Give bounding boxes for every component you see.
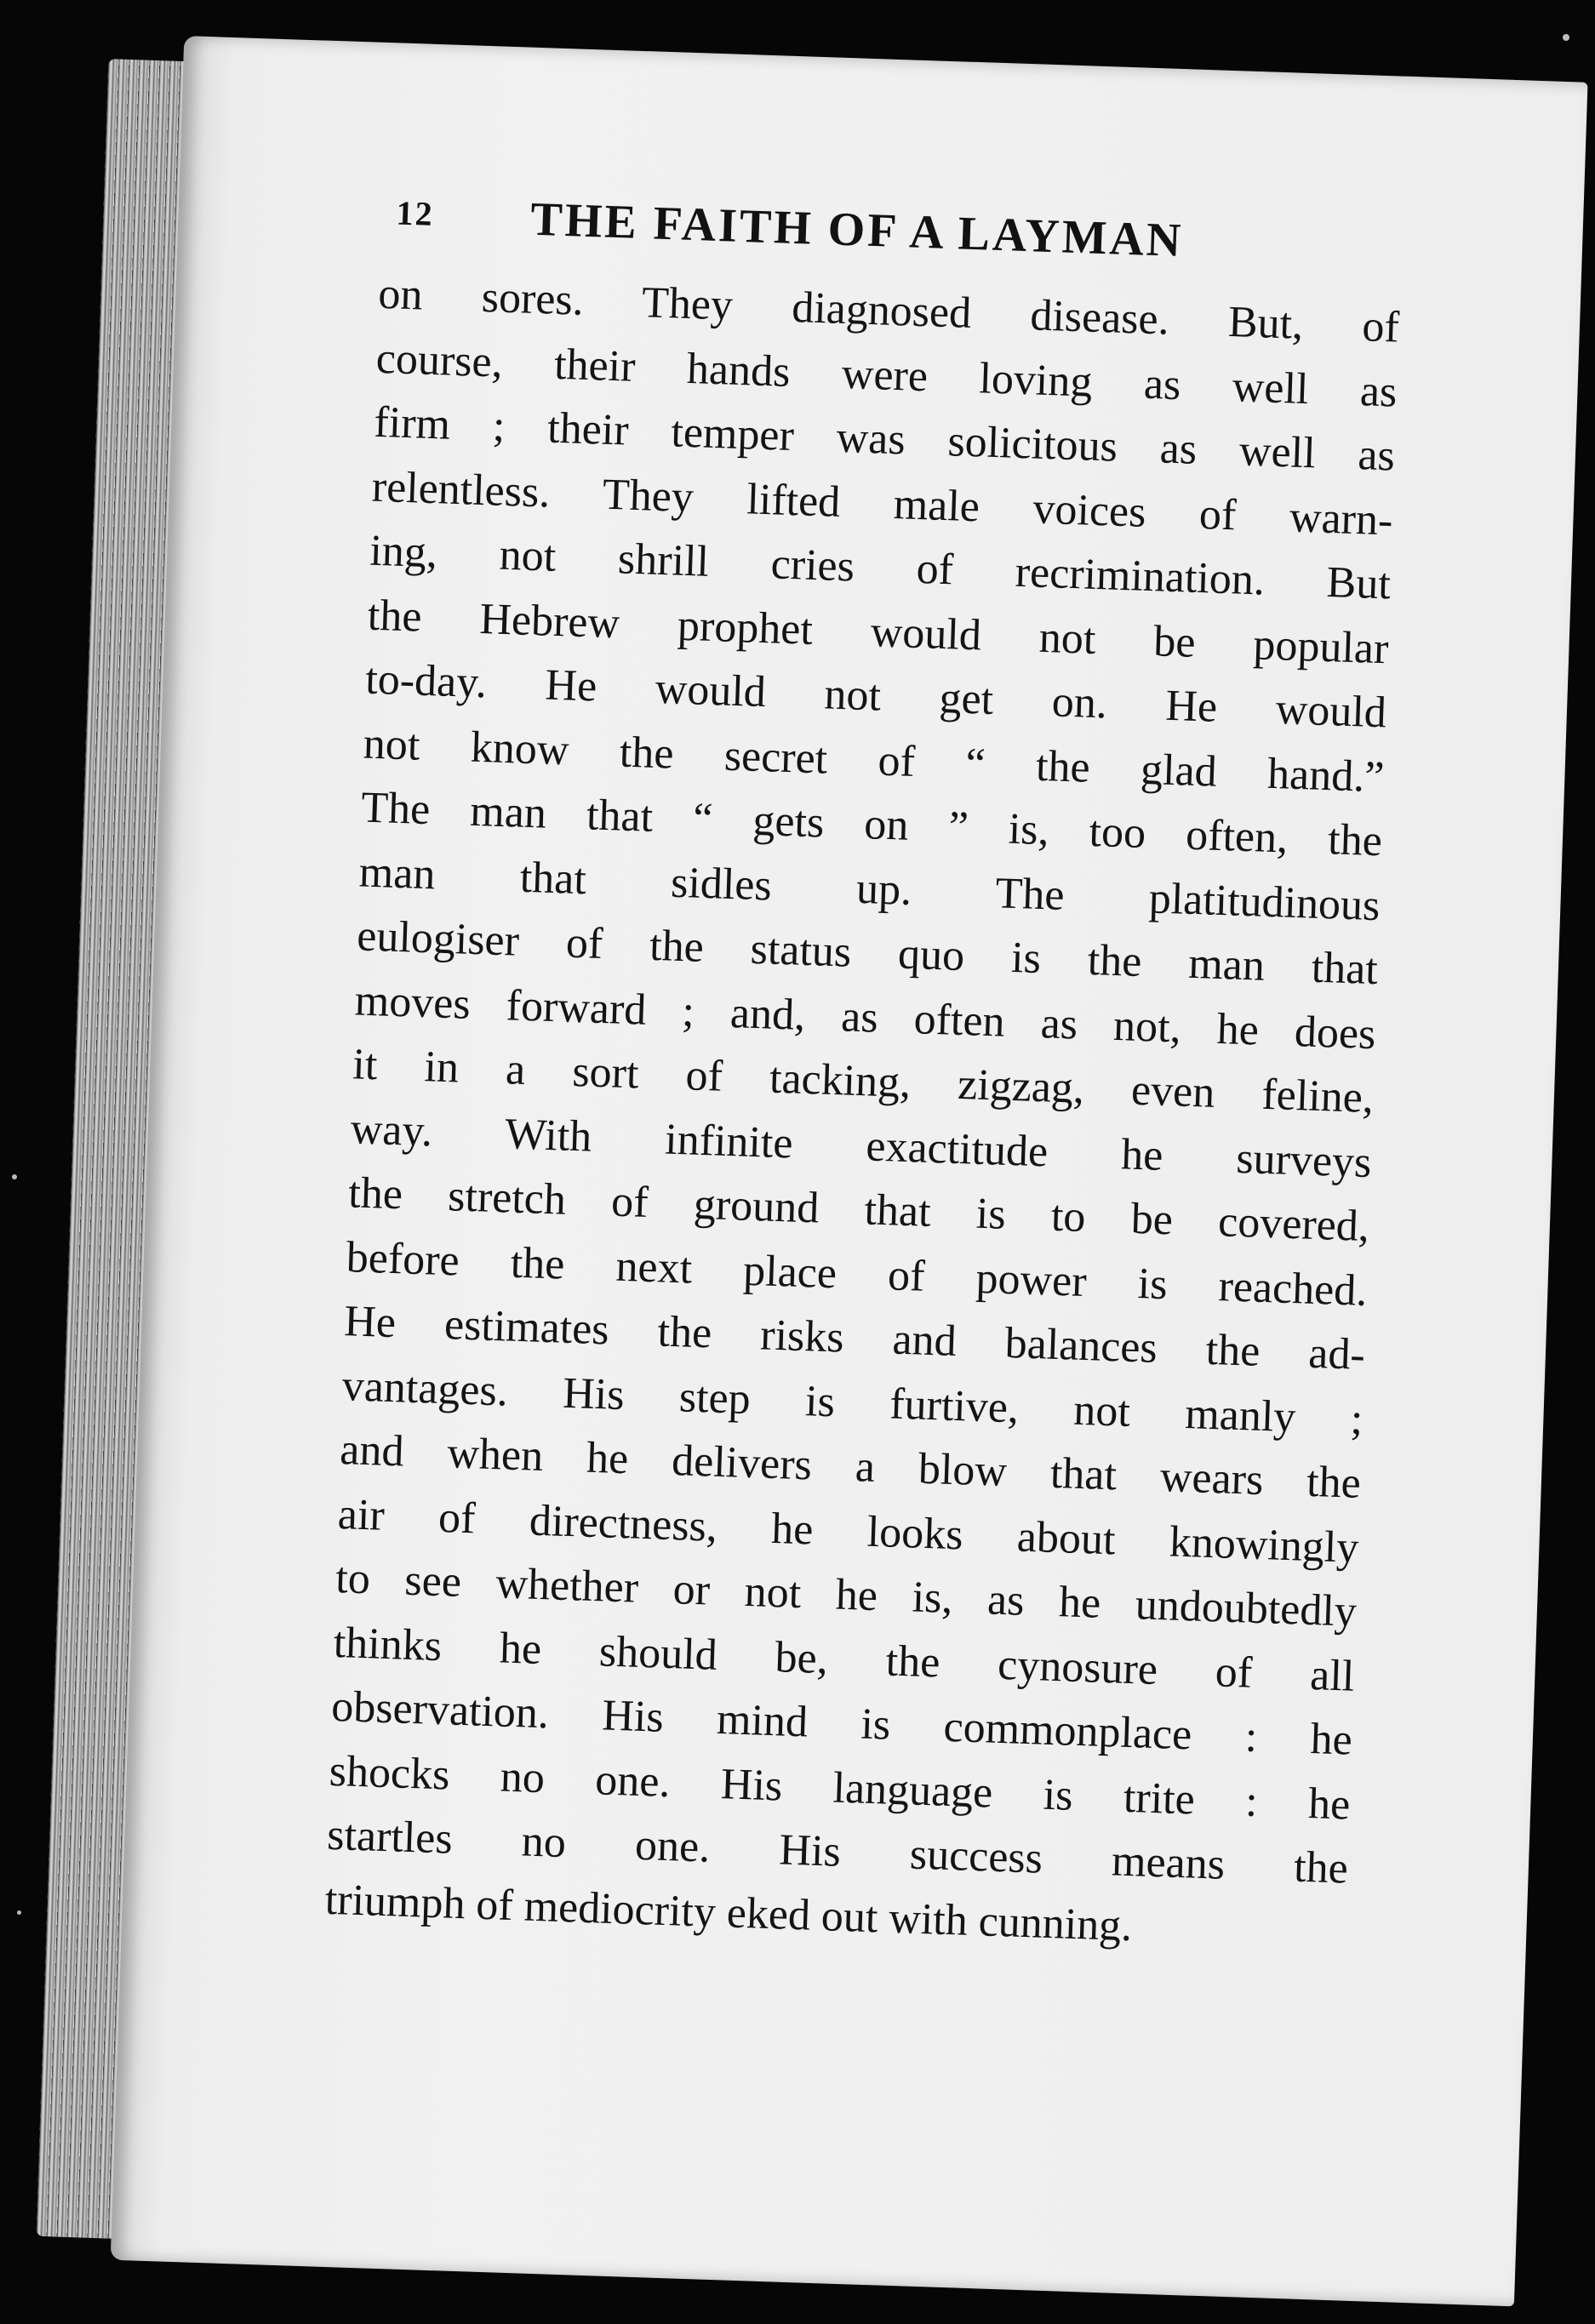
text-line: moves forward ; and, as often as not, he does [354, 975, 1377, 1059]
book-title: THE FAITH OF A LAYMAN [529, 192, 1185, 268]
text-line: to-day. He would not get on. He would [364, 654, 1387, 738]
text-line: eulogiser of the status quo is the man that [356, 911, 1379, 995]
dust-speck [12, 1174, 17, 1179]
page-number: 12 [395, 193, 435, 233]
text-line: to see whether or not he is, as he undoubtedly [334, 1553, 1358, 1636]
text-line: thinks he should be, the cynosure of all [332, 1618, 1356, 1701]
text-line: shocks no one. His language is trite : he [328, 1746, 1352, 1830]
book [36, 33, 1590, 2309]
text-line: the stretch of ground that is to be covered, [347, 1168, 1370, 1251]
text-line: on sores. They diagnosed disease. But, of [377, 269, 1400, 352]
text-line: the Hebrew prophet would not be popular [367, 591, 1390, 673]
text-line: triumph of mediocrity eked out with cunning. [323, 1875, 1134, 1950]
text-line: vantages. His step is furtive, not manly ; [341, 1361, 1364, 1444]
text-line: not know the secret of “ the glad hand.” [363, 719, 1386, 802]
text-line: it in a sort of tacking, zigzag, even feline, [352, 1040, 1375, 1123]
body-text [324, 262, 1400, 1966]
text-line: and when he delivers a blow that wears the [339, 1425, 1362, 1508]
text-line: air of directness, he looks about knowingly [336, 1489, 1360, 1573]
text-line: startles no one. His success means the [326, 1810, 1349, 1893]
text-line: He estimates the risks and balances the ad- [343, 1297, 1366, 1379]
text-line: before the next place of power is reached. [346, 1232, 1369, 1316]
text-line: man that sidles up. The platitudinous [358, 847, 1381, 930]
text-line: firm ; their temper was solicitous as well as [373, 397, 1396, 481]
text-line: ing, not shrill cries of recrimination. But [369, 526, 1392, 609]
dust-speck [1563, 34, 1569, 41]
dust-speck [17, 1910, 21, 1915]
text-line: observation. His mind is commonplace : he [330, 1682, 1353, 1765]
text-line: The man that “ gets on ” is, too often, the [360, 783, 1383, 866]
text-line: relentless. They lifted male voices of warn- [371, 462, 1394, 545]
text-line: course, their hands were loving as well as [375, 334, 1398, 417]
text-line: way. With infinite exactitude he surveys [350, 1104, 1373, 1187]
book-page [111, 36, 1588, 2306]
